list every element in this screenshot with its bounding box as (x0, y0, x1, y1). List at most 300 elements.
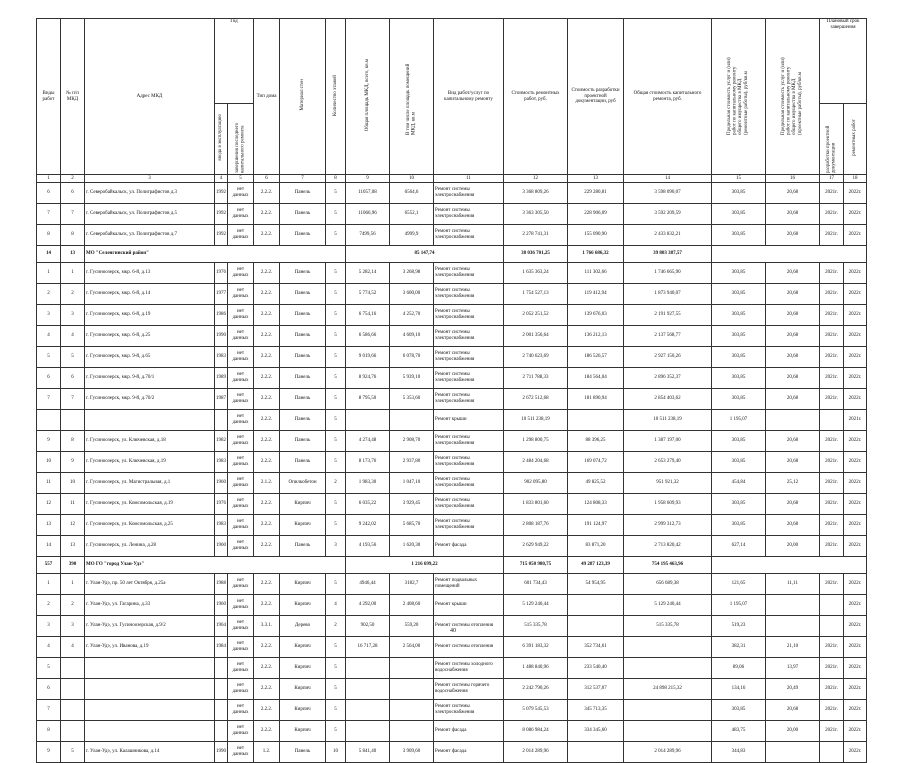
table-cell: 20,00 (766, 536, 820, 557)
table-cell: г. Улан-Удэ, ул. Иванова, д.19 (85, 637, 215, 658)
table-cell: 2 (37, 595, 61, 616)
table-cell: 121,65 (712, 574, 766, 595)
table-cell: 233 540,40 (568, 658, 624, 679)
table-cell: 2 808 187,76 (504, 515, 568, 536)
table-cell: 3 (61, 616, 85, 637)
table-cell: 83 871,20 (568, 536, 624, 557)
table-cell: 1986 (215, 305, 228, 326)
table-cell (346, 721, 390, 742)
table-cell: 5 (326, 574, 346, 595)
table-cell: 2021г. (820, 368, 844, 389)
subtotal-row (37, 557, 867, 574)
table-cell: 39 803 387,57 (624, 246, 712, 263)
plan-repair-label: ремонтных работ (852, 119, 858, 157)
table-cell: 6552,1 (390, 204, 434, 225)
table-cell: 303,85 (712, 515, 766, 536)
table-cell: Ремонт системы электроснабжения (434, 263, 504, 284)
table-cell: 2.2.2. (254, 700, 280, 721)
table-cell: 21,10 (766, 637, 820, 658)
table-cell: 559,20 (390, 616, 434, 637)
table-cell: 303,85 (712, 347, 766, 368)
table-cell: 4 274,48 (346, 431, 390, 452)
table-cell: 483,75 (712, 721, 766, 742)
table-cell (61, 410, 85, 431)
table-cell: г. Гусиноозерск, мкр. 9-й, д.70/1 (85, 368, 215, 389)
table-cell: нет данных (228, 637, 254, 658)
column-number: 9 (346, 175, 390, 183)
table-cell: 3 (61, 305, 85, 326)
table-cell: Кирпич (280, 494, 326, 515)
table-cell: г. Гусиноозерск, ул. Ключевская, д.19 (85, 452, 215, 473)
table-cell: Кирпич (280, 658, 326, 679)
table-cell: 1976 (215, 263, 228, 284)
table-cell: 184 564,04 (568, 368, 624, 389)
table-cell: 5 (37, 347, 61, 368)
table-cell (85, 658, 215, 679)
table-cell: 303,85 (712, 368, 766, 389)
table-cell (346, 658, 390, 679)
table-cell: 11057,08 (346, 183, 390, 204)
table-cell: Ремонт системы электроснабжения (434, 494, 504, 515)
table-cell: 2022г. (844, 305, 867, 326)
col-commission-year (215, 104, 228, 175)
table-cell: 2021г. (820, 263, 844, 284)
column-number: 12 (504, 175, 568, 183)
table-cell: 557 (37, 557, 61, 574)
table-cell: Ремонт системы электроснабжения (434, 326, 504, 347)
column-number: 14 (624, 175, 712, 183)
table-cell: 303,85 (712, 431, 766, 452)
table-cell: Кирпич (280, 515, 326, 536)
table-cell (390, 721, 434, 742)
table-cell: 169 074,72 (568, 452, 624, 473)
table-cell: Панель (280, 204, 326, 225)
table-cell: 134,16 (712, 679, 766, 700)
table-cell: нет данных (228, 305, 254, 326)
column-number: 17 (820, 175, 844, 183)
table-cell: 6 (61, 368, 85, 389)
table-cell: 11 (61, 494, 85, 515)
table-cell: 5 (326, 637, 346, 658)
table-cell: 1 047,10 (390, 473, 434, 494)
table-cell: 2 908,70 (390, 431, 434, 452)
table-cell: Панель (280, 183, 326, 204)
table-cell: 4 (37, 326, 61, 347)
col-plan-group (820, 19, 867, 104)
table-cell: 4946,44 (346, 574, 390, 595)
table-cell: нет данных (228, 368, 254, 389)
table-cell: 7 (37, 700, 61, 721)
table-cell: 303,85 (712, 284, 766, 305)
table-cell: 1 195,07 (712, 410, 766, 431)
table-cell: 3 909,60 (390, 742, 434, 763)
table-cell: Ремонт фасада (434, 721, 504, 742)
table-cell: 6 (37, 679, 61, 700)
table-cell: 519,23 (712, 616, 766, 637)
table-cell (61, 721, 85, 742)
table-cell: 2021г. (820, 305, 844, 326)
table-cell: 1.2. (254, 742, 280, 763)
table-row (37, 721, 867, 742)
table-cell: 1 754 527,13 (504, 284, 568, 305)
table-cell: нет данных (228, 515, 254, 536)
column-number: 18 (844, 175, 867, 183)
table-cell: 89,06 (712, 658, 766, 679)
table-cell: нет данных (228, 700, 254, 721)
table-cell: 2 001 356,64 (504, 326, 568, 347)
table-cell: 3 592 209,59 (624, 204, 712, 225)
table-cell: 2.2.2. (254, 637, 280, 658)
table-cell: 1988 (215, 574, 228, 595)
table-cell: 1 983,30 (346, 473, 390, 494)
floors-label: Количество этажей (332, 74, 338, 116)
table-cell: 6 754,16 (346, 305, 390, 326)
table-cell: 902,50 (346, 616, 390, 637)
table-cell: 12 (37, 494, 61, 515)
table-cell (215, 410, 228, 431)
table-cell: 656 689,38 (624, 574, 712, 595)
table-cell: нет данных (228, 616, 254, 637)
table-cell: 2022г. (844, 616, 867, 637)
table-cell: 10 (326, 742, 346, 763)
table-cell: 303,85 (712, 389, 766, 410)
column-number: 10 (390, 175, 434, 183)
table-cell: 1 746 665,90 (624, 263, 712, 284)
table-cell: 1 195,07 (712, 595, 766, 616)
limit-repair-label: Предельная стоимость услуг и (или) работ по капитальному ремонту общего имущества в МКД (ремонтные работы), руб/кв.м (727, 57, 750, 136)
table-cell: 1 216 699,22 (346, 557, 504, 574)
table-row (37, 536, 867, 557)
table-cell: 3 (37, 305, 61, 326)
table-cell: 5 (326, 389, 346, 410)
table-cell: 2022г. (844, 658, 867, 679)
table-cell: Ремонт системы электроснабжения (434, 204, 504, 225)
table-cell: 9 (61, 452, 85, 473)
table-cell: нет данных (228, 431, 254, 452)
plan-group-label: Плановый срок завершения (826, 19, 860, 30)
table-cell: 1976 (215, 494, 228, 515)
table-cell: 5 774,52 (346, 284, 390, 305)
table-cell: 2 (326, 616, 346, 637)
table-row (37, 389, 867, 410)
table-cell: 5 (326, 183, 346, 204)
table-cell: 8 086 984,24 (504, 721, 568, 742)
table-cell: МО "Селенгинский район" (85, 246, 346, 263)
table-cell: 3 268,98 (390, 263, 434, 284)
table-cell: нет данных (228, 284, 254, 305)
table-cell: 5 (61, 742, 85, 763)
table-cell: 20,68 (766, 515, 820, 536)
table-cell: 6 (61, 183, 85, 204)
table-cell: 12 (61, 515, 85, 536)
table-cell: 1992 (215, 225, 228, 246)
table-cell: 1 (37, 574, 61, 595)
table-cell: 303,85 (712, 204, 766, 225)
table-cell: 312 537,07 (568, 679, 624, 700)
table-cell (215, 700, 228, 721)
table-cell: г. Северобайкальск, ул. Полиграфистов д.3 (85, 183, 215, 204)
table-cell: 2 629 949,22 (504, 536, 568, 557)
col-wall-material (280, 19, 326, 175)
table-cell (568, 742, 624, 763)
table-cell: Кирпич (280, 679, 326, 700)
table-cell: 2 (37, 284, 61, 305)
table-cell: 186 526,57 (568, 347, 624, 368)
table-cell: 4 609,10 (390, 326, 434, 347)
table-cell: 2021г. (820, 284, 844, 305)
column-number-row (37, 175, 867, 183)
table-cell: 2021г. (820, 326, 844, 347)
table-cell: Панель (280, 368, 326, 389)
table-cell: 1 488 840,96 (504, 658, 568, 679)
col-last-repair-year (228, 104, 254, 175)
table-cell: 515 335,78 (504, 616, 568, 637)
table-cell: нет данных (228, 204, 254, 225)
table-cell: 334 345,60 (568, 721, 624, 742)
table-cell: 2021г. (820, 637, 844, 658)
table-cell: 85 147,74 (346, 246, 504, 263)
table-cell: 5 (326, 410, 346, 431)
table-cell: МО ГО "город Улан-Удэ" (85, 557, 346, 574)
total-area-label: Общая площадь МКД, всего, кв.м (364, 59, 370, 132)
table-cell: 3 368 809,26 (504, 183, 568, 204)
table-cell: 345 713,35 (568, 700, 624, 721)
table-cell: 1983 (215, 452, 228, 473)
table-cell: Ремонт системы электроснабжения (434, 473, 504, 494)
table-cell (568, 595, 624, 616)
table-cell (820, 410, 844, 431)
table-cell: г. Улан-Удэ, пр. 50 лет Октября, д.25а (85, 574, 215, 595)
table-cell: 2.2.2. (254, 494, 280, 515)
table-cell: 2 (61, 595, 85, 616)
table-cell: 25,12 (766, 473, 820, 494)
table-cell: 11 (37, 473, 61, 494)
table-cell: 2022г. (844, 494, 867, 515)
table-cell: 4 292,00 (346, 595, 390, 616)
table-cell: 2022г. (844, 225, 867, 246)
table-cell: 627,14 (712, 536, 766, 557)
table-cell: Кирпич (280, 721, 326, 742)
table-cell: 1990 (215, 326, 228, 347)
table-cell: 2 (61, 284, 85, 305)
table-cell: 2.2.2. (254, 658, 280, 679)
table-row (37, 347, 867, 368)
table-cell: 2022г. (844, 637, 867, 658)
table-cell: 111 302,66 (568, 263, 624, 284)
table-cell: нет данных (228, 473, 254, 494)
table-cell: 1983 (215, 347, 228, 368)
table-cell: 303,85 (712, 452, 766, 473)
table-cell (85, 700, 215, 721)
limit-design-label: Предельная стоимость услуг и (или) работ по капитальному ремонту общего имущества в МКД (проектные работы), руб/кв.м (781, 57, 804, 136)
table-row (37, 368, 867, 389)
table-cell: Ремонт системы электроснабжения (434, 452, 504, 473)
table-cell: 2.2.2. (254, 679, 280, 700)
table-cell: 303,85 (712, 263, 766, 284)
table-cell: Ремонт системы отопления (434, 637, 504, 658)
table-cell: г. Гусиноозерск, ул. Комсомольская, д.25 (85, 515, 215, 536)
table-cell (346, 679, 390, 700)
col-work-kind: Вид работ/услуг по капитальному ремонту (434, 19, 504, 175)
table-cell: Панель (280, 263, 326, 284)
table-cell: нет данных (228, 595, 254, 616)
table-cell: 2.2.2. (254, 410, 280, 431)
table-cell: 2 242 790,26 (504, 679, 568, 700)
table-row (37, 326, 867, 347)
table-row (37, 225, 867, 246)
table-cell: Опилкобетон (280, 473, 326, 494)
col-plan-design (820, 104, 844, 175)
table-cell: Панель (280, 452, 326, 473)
column-number: 16 (766, 175, 820, 183)
table-cell: 2.1.2. (254, 473, 280, 494)
table-cell: 2.2.2. (254, 347, 280, 368)
table-cell (37, 410, 61, 431)
table-cell: 2.2.2. (254, 368, 280, 389)
table-cell: 13 (61, 246, 85, 263)
table-cell: Ремонт системы электроснабжения (434, 431, 504, 452)
table-cell: Панель (280, 431, 326, 452)
table-cell: 2 711 788,33 (504, 368, 568, 389)
col-house-type: Тип дома (254, 19, 280, 175)
table-cell: 7 (37, 204, 61, 225)
table-cell (85, 410, 215, 431)
table-cell: 1 298 800,75 (504, 431, 568, 452)
table-cell: нет данных (228, 742, 254, 763)
table-cell: 2022г. (844, 595, 867, 616)
table-cell: г. Гусиноозерск, мкр. 6-й, д.19 (85, 305, 215, 326)
table-cell: 715 050 980,75 (504, 557, 568, 574)
table-cell: 2022г. (844, 183, 867, 204)
table-cell: Дерево (280, 616, 326, 637)
col-limit-design (766, 19, 820, 175)
table-cell: 5 079 545,53 (504, 700, 568, 721)
table-cell: 20,68 (766, 368, 820, 389)
table-row (37, 700, 867, 721)
table-cell: 1987 (215, 389, 228, 410)
col-work-type: Виды работ (37, 19, 61, 175)
column-number: 13 (568, 175, 624, 183)
table-cell (61, 700, 85, 721)
col-room-area (390, 19, 434, 175)
table-cell: 20,68 (766, 452, 820, 473)
table-cell: 2022г. (844, 473, 867, 494)
table-cell: 5 (326, 431, 346, 452)
table-cell: 1983 (215, 515, 228, 536)
table-row (37, 595, 867, 616)
table-cell (61, 658, 85, 679)
table-cell (624, 700, 712, 721)
table-cell (346, 410, 390, 431)
col-total-cost: Общая стоимость капитального ремонта, руб. (624, 19, 712, 175)
table-row (37, 515, 867, 536)
table-cell: 7 (37, 389, 61, 410)
table-cell: г. Гусиноозерск, ул. Комсомольская, д.19 (85, 494, 215, 515)
col-address: Адрес МКД (85, 19, 215, 175)
table-cell: нет данных (228, 410, 254, 431)
table-cell: Ремонт системы электроснабжения (434, 368, 504, 389)
table-cell: 20,49 (766, 679, 820, 700)
table-cell: 5 (326, 368, 346, 389)
table-cell: 11066,96 (346, 204, 390, 225)
table-cell: 5 (326, 305, 346, 326)
table-cell: Ремонт системы электроснабжения (434, 700, 504, 721)
table-cell: 11,11 (766, 574, 820, 595)
table-cell: Панель (280, 536, 326, 557)
table-cell: 303,85 (712, 700, 766, 721)
table-cell: 754 195 463,96 (624, 557, 712, 574)
col-repair-cost: Стоимость ремонтных работ, руб. (504, 19, 568, 175)
table-cell: 2022г. (844, 389, 867, 410)
table-cell: 2.2.2. (254, 574, 280, 595)
table-cell: 1960 (215, 536, 228, 557)
subtotal-row (37, 246, 867, 263)
table-cell: 2.2.2. (254, 263, 280, 284)
table-cell: 2021г. (820, 574, 844, 595)
table-row (37, 431, 867, 452)
table-cell: 20,68 (766, 305, 820, 326)
table-cell: 6 (37, 183, 61, 204)
table-cell: 3 (326, 536, 346, 557)
table-cell: 6564,6 (390, 183, 434, 204)
table-cell: Панель (280, 225, 326, 246)
table-cell: 54 954,95 (568, 574, 624, 595)
table-cell: 9 242,02 (346, 515, 390, 536)
column-number: 15 (712, 175, 766, 183)
table-row (37, 204, 867, 225)
table-cell: 181 890,94 (568, 389, 624, 410)
table-cell: г. Гусиноозерск, ул. Ленина, д.28 (85, 536, 215, 557)
table-cell: 2021г. (820, 721, 844, 742)
table-cell: 2 278 741,31 (504, 225, 568, 246)
table-cell: г. Улан-Удэ, ул. Калашникова, д.14 (85, 742, 215, 763)
table-cell (624, 658, 712, 679)
table-cell (61, 679, 85, 700)
table-cell: 2021г. (820, 700, 844, 721)
table-cell: 20,68 (766, 263, 820, 284)
table-cell: 49 825,52 (568, 473, 624, 494)
table-cell: 2022г. (844, 431, 867, 452)
table-cell (215, 721, 228, 742)
table-cell: 5 129 240,44 (504, 595, 568, 616)
table-cell: 228 906,09 (568, 204, 624, 225)
table-cell: 951 921,32 (624, 473, 712, 494)
table-cell: нет данных (228, 326, 254, 347)
table-cell: 1989 (215, 368, 228, 389)
table-cell: 2.2.2. (254, 225, 280, 246)
table-cell: 5 939,10 (390, 368, 434, 389)
table-cell: 4 193,56 (346, 536, 390, 557)
table-cell: 2 854 403,62 (624, 389, 712, 410)
table-cell: 8 (61, 431, 85, 452)
table-cell: 13 (37, 515, 61, 536)
table-cell: 10 (61, 473, 85, 494)
last-repair-year-label: завершения последнего капитального ремонта (234, 122, 246, 173)
table-cell: г. Гусиноозерск, мкр. 9-й, д.70/2 (85, 389, 215, 410)
plan-design-label: разработки проектной документации (825, 125, 837, 173)
table-cell: 3 598 090,07 (624, 183, 712, 204)
table-cell: 3182,7 (390, 574, 434, 595)
table-cell (766, 410, 820, 431)
table-cell: 2021г. (820, 431, 844, 452)
table-cell: 2.2.2. (254, 204, 280, 225)
table-cell: 2.2.2. (254, 536, 280, 557)
table-cell: нет данных (228, 721, 254, 742)
table-cell: 4999,9 (390, 225, 434, 246)
table-cell: 5 129 240,44 (624, 595, 712, 616)
table-cell: г. Гусиноозерск, мкр. 6-й, д.25 (85, 326, 215, 347)
table-row (37, 284, 867, 305)
